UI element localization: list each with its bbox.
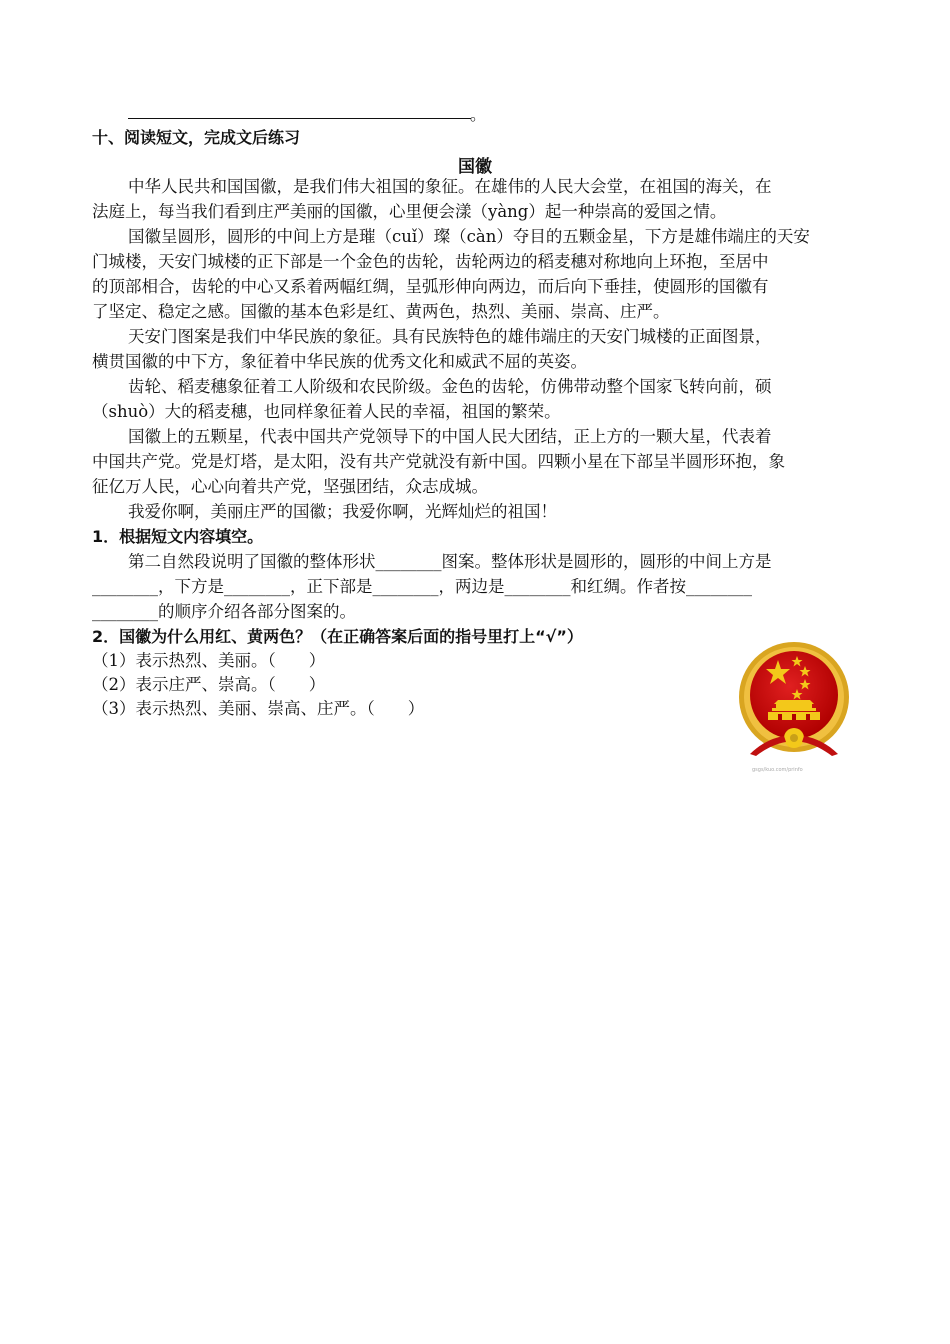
article-line: 中华人民共和国国徽，是我们伟大祖国的象征。在雄伟的人民大会堂，在祖国的海关，在 [128, 177, 772, 196]
question-1-heading: 1．根据短文内容填空。 [92, 527, 264, 546]
article-line: 门城楼，天安门城楼的正下部是一个金色的齿轮，齿轮两边的稻麦穗对称地向上环抱，至居中 [92, 252, 769, 271]
question-2-option: （2）表示庄严、崇高。（ ） [92, 675, 326, 694]
question-1-line: ________的顺序介绍各部分图案的。 [92, 602, 356, 621]
question-2-option: （1）表示热烈、美丽。（ ） [92, 651, 326, 670]
period-mark: 。 [470, 105, 487, 124]
question-2-option: （3）表示热烈、美丽、崇高、庄严。（ ） [92, 699, 425, 718]
question-1-line: 第二自然段说明了国徽的整体形状________图案。整体形状是圆形的，圆形的中间上方是 [128, 552, 772, 571]
article-line: 横贯国徽的中下方，象征着中华民族的优秀文化和威武不屈的英姿。 [92, 352, 587, 371]
article-line: 天安门图案是我们中华民族的象征。具有民族特色的雄伟端庄的天安门城楼的正面图景， [128, 327, 772, 346]
article-line: 齿轮、稻麦穗象征着工人阶级和农民阶级。金色的齿轮，仿佛带动整个国家飞转向前，硕 [128, 377, 772, 396]
question-2-heading: 2．国徽为什么用红、黄两色？（在正确答案后面的指号里打上“√”） [92, 627, 583, 646]
article-line: 我爱你啊，美丽庄严的国徽；我爱你啊，光辉灿烂的祖国！ [128, 502, 557, 521]
section-heading: 十、阅读短文，完成文后练习 [92, 128, 301, 147]
article-line: 了坚定、稳定之感。国徽的基本色彩是红、黄两色，热烈、美丽、崇高、庄严。 [92, 302, 670, 321]
tiananmen-icon [768, 700, 820, 720]
article-line: 征亿万人民，心心向着共产党，坚强团结，众志成城。 [92, 477, 488, 496]
answer-blank-line [128, 118, 471, 119]
article-line: 中国共产党。党是灯塔，是太阳，没有共产党就没有新中国。四颗小星在下部呈半圆形环抱，象 [92, 452, 785, 471]
article-line: 法庭上，每当我们看到庄严美丽的国徽，心里便会漾（yàng）起一种崇高的爱国之情。 [92, 202, 727, 221]
image-caption: gsgs/kuo.com/prinfo [752, 767, 803, 773]
article-line: 国徽上的五颗星，代表中国共产党领导下的中国人民大团结，正上方的一颗大星，代表着 [128, 427, 772, 446]
article-line: 的顶部相合，齿轮的中心又系着两幅红绸，呈弧形伸向两边，而后向下垂挂，使圆形的国徽有 [92, 277, 769, 296]
article-title: 国徽 [458, 157, 492, 177]
red-disc [750, 651, 838, 739]
national-emblem-image [732, 640, 856, 758]
article-line: （shuò）大的稻麦穗，也同样象征着人民的幸福，祖国的繁荣。 [92, 402, 561, 421]
question-1-line: ________，下方是________，正下部是________，两边是________和红绸。作者按________ [92, 577, 752, 596]
article-line: 国徽呈圆形，圆形的中间上方是璀（cuǐ）璨（càn）夺目的五颗金星，下方是雄伟端庄的天安 [128, 227, 810, 246]
